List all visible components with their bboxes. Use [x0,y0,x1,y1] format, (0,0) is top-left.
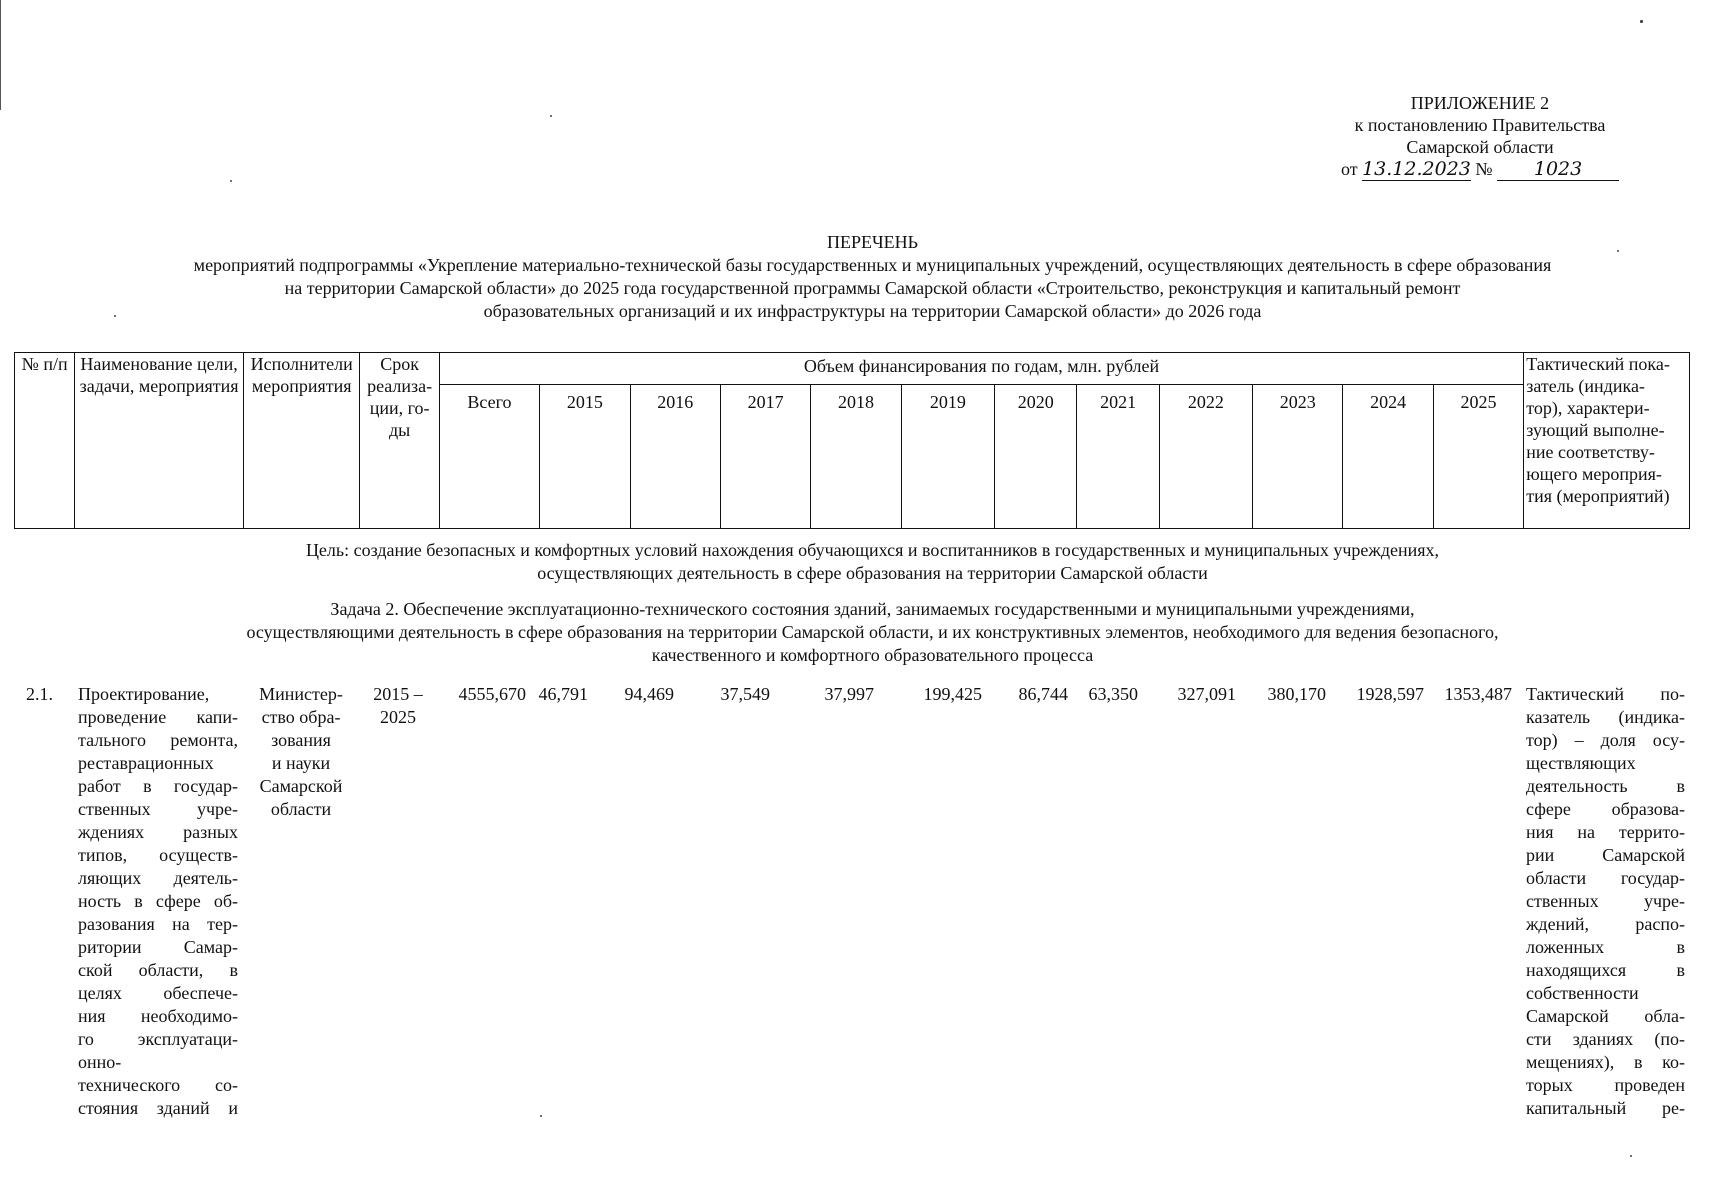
row-name-line: Проектирование, [78,684,210,704]
row-executor-line: Министер- [259,684,343,704]
row-term-line: 2025 [380,707,416,727]
row-indicator-line: деятельность в [1526,776,1685,796]
goal-line: осуществляющих деятельность в сфере образования на территории Самарской области [537,563,1208,583]
row-value-2016: 94,469 [624,684,674,704]
row-name [78,683,238,1120]
header-funding: Объем финансирования по годам, млн. рублей [439,353,1523,385]
row-name-line: ственных учре- [78,799,238,819]
row-value-2025: 1353,487 [1444,684,1512,704]
header-indicator-line: Тактический пока- [1526,354,1670,374]
scan-speck [230,180,232,182]
header-name: Наименование цели, задачи, мероприятия [75,353,244,529]
header-year: 2020 [995,385,1077,529]
row-indicator-line: ния на террито- [1526,822,1685,842]
row-total: 4555,670 [458,684,526,704]
header-year: 2017 [720,385,810,529]
date-value: 13.12.2023 [1362,158,1471,180]
row-name-line: реставрационных [78,753,214,773]
row-executor-line: области [270,799,332,819]
row-name-line: ждениях разных [78,822,238,842]
number-label: № [1475,159,1493,179]
row-value-2020: 86,744 [1018,684,1068,704]
appendix-block [1300,92,1660,181]
header-year: 2019 [901,385,994,529]
row-value-2019: 199,425 [923,684,982,704]
header-year: 2025 [1433,385,1523,529]
task-line: Задача 2. Обеспечение эксплуатационно-технического состояния зданий, занимаемых государственными и муниципальными учреждениями, [330,599,1415,619]
row-value-2023: 380,170 [1267,684,1326,704]
header-total: Всего [439,385,539,529]
header-year: 2023 [1253,385,1343,529]
row-number: 2.1. [26,684,53,704]
header-year: 2021 [1077,385,1159,529]
header-num: № п/п [15,353,75,529]
row-indicator-line: сти зданиях (по- [1526,1029,1685,1049]
row-indicator-line: торых проведен [1526,1075,1685,1095]
header-year: 2022 [1159,385,1252,529]
row-name-line: онно- [78,1052,122,1072]
header-indicator-line: ющего мероприя- [1526,464,1662,484]
task-line: качественного и комфортного образовательного процесса [651,645,1094,665]
scan-speck [1630,1155,1632,1157]
title-line: мероприятий подпрограммы «Укрепление материально-технической базы государственных и муниципальных учреждений, осуществляющих деятельность в сфере образования [193,255,1552,275]
row-term [360,683,436,729]
task-text [60,598,1685,667]
row-executor-line: и науки [271,753,331,773]
row-indicator-line: ждений, распо- [1526,914,1685,934]
date-prefix: от [1340,159,1358,179]
row-value-2021: 63,350 [1088,684,1138,704]
scan-edge-mark [0,0,1,110]
header-year: 2018 [811,385,901,529]
row-indicator-line: мещениях), в ко- [1526,1052,1685,1072]
row-indicator-line: сфере образова- [1526,799,1685,819]
number-value: 1023 [1497,158,1619,181]
title-line: образовательных организаций и их инфраструктуры на территории Самарской области» до 2026 года [483,301,1262,321]
row-executor-line: ство обра- [261,707,341,727]
row-name-line: ритории Самар- [78,937,238,957]
row-indicator-line: Самарской обла- [1526,1006,1685,1026]
task-line: осуществляющими деятельность в сфере образования на территории Самарской области, и их конструктивных элементов, необходимого для ведения безопасного, [246,622,1499,642]
header-indicator-line: зующий выполне- [1526,420,1665,440]
row-indicator-line: тор) – доля осу- [1526,730,1685,750]
row-indicator-line: казатель (индика- [1526,707,1685,727]
title-line: на территории Самарской области» до 2025 года государственной программы Самарской области «Строительство, реконструкция и капитальный ремонт [284,278,1461,298]
header-indicator-line: затель (индика- [1526,376,1645,396]
row-value-2018: 37,997 [824,684,874,704]
row-name-line: ляющих деятель- [78,868,238,888]
header-indicator [1524,353,1690,529]
row-name-line: технического со- [78,1075,238,1095]
table-header [14,352,1690,529]
row-indicator-line: ществляющих [1526,753,1636,773]
row-value-2024: 1928,597 [1356,684,1424,704]
row-executor [252,683,350,821]
row-name-line: ность в сфере об- [78,891,238,911]
goal-text [60,539,1685,585]
header-term: Срок реализа-ции, го-ды [360,353,439,529]
row-indicator-line: собственности [1526,983,1639,1003]
row-indicator-line: ложенных в [1526,937,1685,957]
row-indicator-line: капитальный ре- [1526,1098,1685,1118]
scan-speck [550,115,552,117]
row-name-line: типов, осуществ- [78,845,238,865]
row-name-line: тального ремонта, [78,730,238,750]
row-name-line: стояния зданий и [78,1098,238,1118]
row-value-2017: 37,549 [720,684,770,704]
header-indicator-line: тия (мероприятий) [1526,486,1670,506]
row-term-line: 2015 – [373,684,423,704]
row-name-line: го эксплуатаци- [78,1029,238,1049]
header-indicator-line: тор), характери- [1526,398,1650,418]
header-year: 2016 [630,385,720,529]
scan-speck [1640,20,1643,23]
row-name-line: ской области, в [78,960,238,980]
appendix-date-line [1300,158,1660,181]
row-indicator-line: рии Самарской [1526,845,1685,865]
appendix-region: Самарской области [1406,137,1554,157]
row-name-line: целях обеспече- [78,983,238,1003]
appendix-title: ПРИЛОЖЕНИЕ 2 [1410,93,1550,113]
header-year: 2015 [540,385,630,529]
row-executor-line: Самарской [259,776,343,796]
document-title [60,231,1685,323]
row-name-line: работ в государ- [78,776,238,796]
row-name-line: разования на тер- [78,914,238,934]
row-value-2015: 46,791 [538,684,588,704]
row-indicator [1526,683,1685,1120]
row-name-line: ния необходимо- [78,1006,238,1026]
row-indicator-line: Тактический по- [1526,684,1685,704]
appendix-resolution: к постановлению Правительства [1354,115,1606,135]
scan-speck [540,1115,542,1117]
row-indicator-line: ственных учре- [1526,891,1685,911]
row-value-2022: 327,091 [1177,684,1236,704]
title-heading: ПЕРЕЧЕНЬ [826,232,919,252]
header-year: 2024 [1343,385,1433,529]
goal-line: Цель: создание безопасных и комфортных условий нахождения обучающихся и воспитанников в государственных и муниципальных учреждениях, [305,540,1440,560]
header-indicator-line: ние соответству- [1526,442,1655,462]
header-executor: Исполнители мероприятия [243,353,359,529]
row-indicator-line: области государ- [1526,868,1685,888]
row-indicator-line: находящихся в [1526,960,1685,980]
row-executor-line: зования [271,730,331,750]
row-name-line: проведение капи- [78,707,238,727]
